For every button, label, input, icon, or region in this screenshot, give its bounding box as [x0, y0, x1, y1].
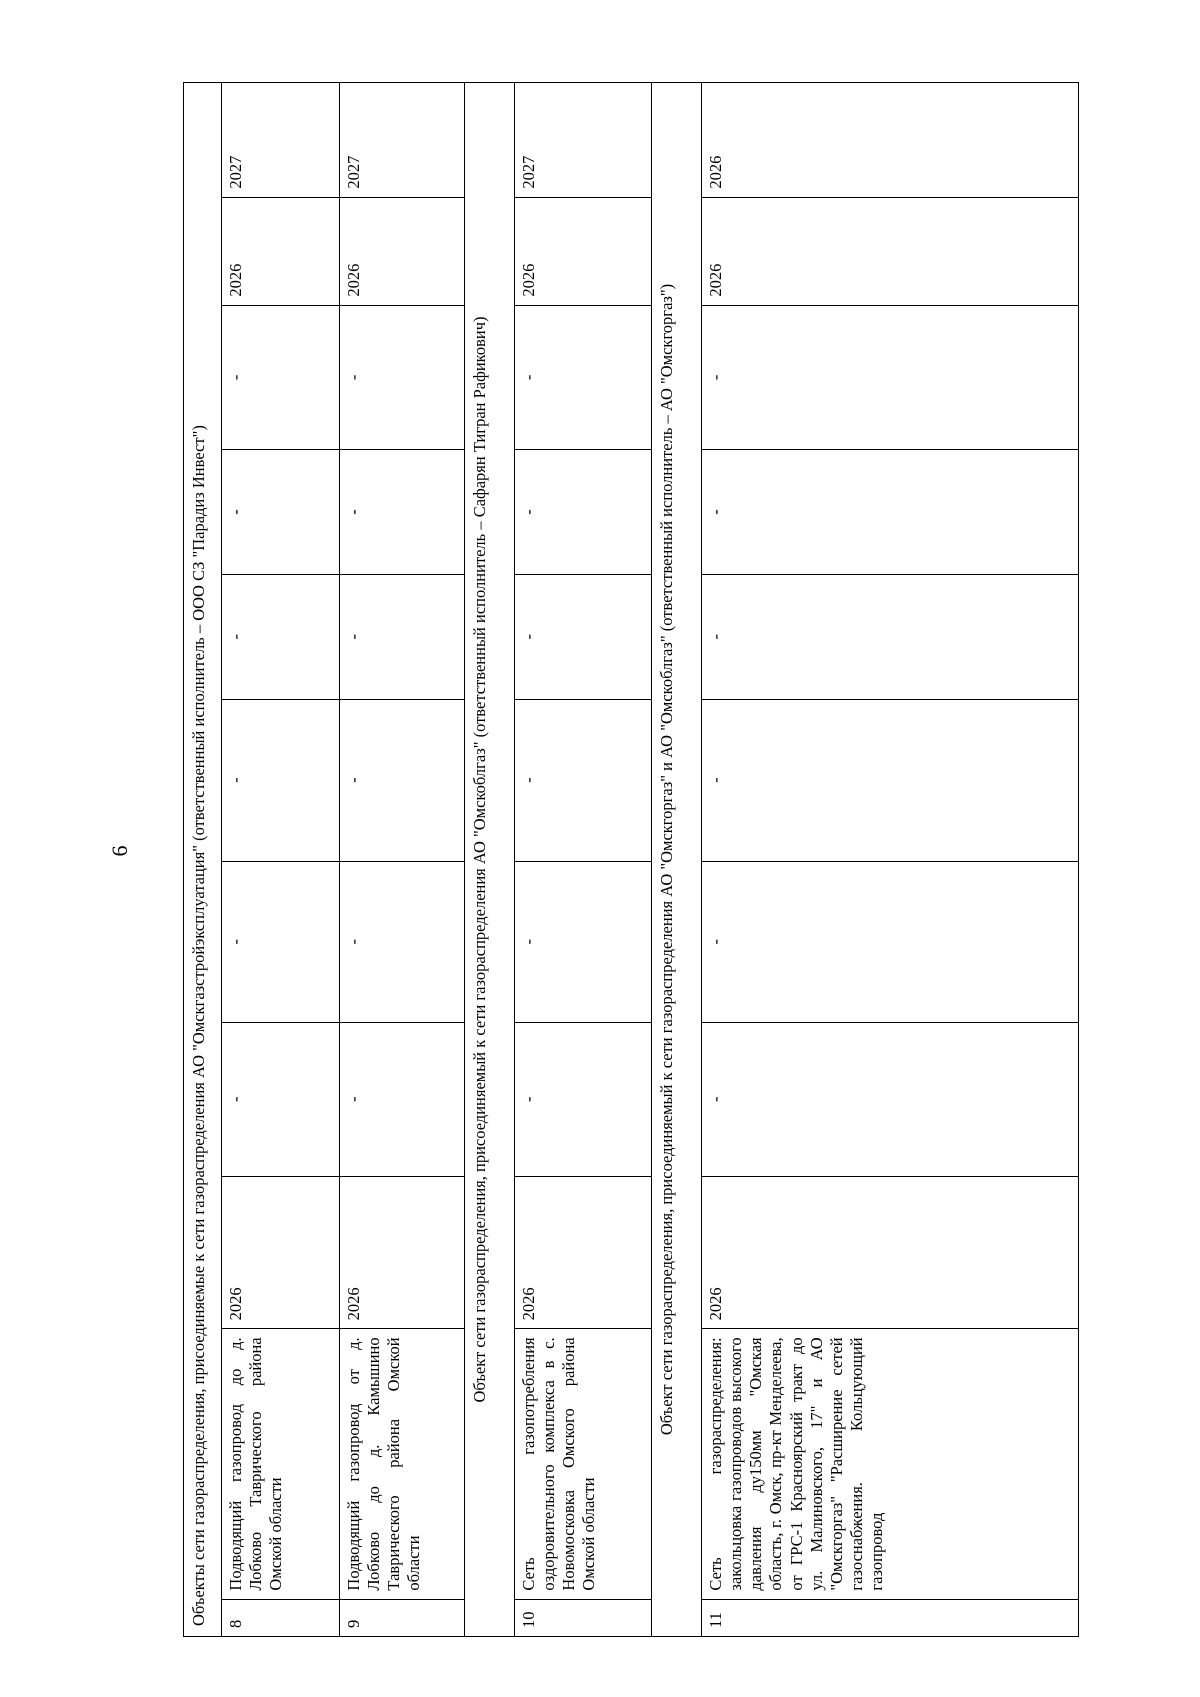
value-cell: - — [515, 574, 652, 699]
table-row — [222, 83, 340, 1637]
value-cell: - — [702, 450, 1079, 575]
rotated-table-container — [183, 82, 1078, 1637]
value-cell: - — [340, 861, 465, 1022]
value-cell: - — [515, 699, 652, 861]
section-header: Объект сети газораспределения, присоединяемый к сети газораспределения АО "Омскгоргаз" и АО "Омскоблгаз" (ответственный исполнитель – АО "Омскгоргаз") — [652, 83, 702, 1637]
year-cell: 2026 — [515, 197, 652, 305]
value-cell: - — [340, 450, 465, 575]
gas-network-table — [183, 82, 1079, 1637]
value-cell: - — [340, 305, 465, 449]
value-cell: - — [222, 1022, 340, 1176]
value-cell: - — [702, 574, 1079, 699]
value-cell: - — [340, 699, 465, 861]
section-header-row — [184, 83, 222, 1637]
value-cell: - — [702, 699, 1079, 861]
object-name: Подводящий газопровод от д. Лобково до д. Камышино Таврического района Омской области — [340, 1329, 465, 1599]
table-row — [340, 83, 465, 1637]
year-cell: 2027 — [222, 83, 340, 198]
table-row — [515, 83, 652, 1637]
value-cell: - — [515, 861, 652, 1022]
value-cell: - — [702, 1022, 1079, 1176]
section-header: Объект сети газораспределения, присоединяемый к сети газораспределения АО "Омскоблгаз" (ответственный исполнитель – Сафарян Тигран Рафикович) — [465, 83, 515, 1637]
year-cell: 2026 — [222, 197, 340, 305]
section-header-row — [652, 83, 702, 1637]
value-cell: - — [515, 1022, 652, 1176]
value-cell: - — [340, 574, 465, 699]
page-number: 6 — [107, 845, 132, 857]
section-header-row — [465, 83, 515, 1637]
year-cell: 2026 — [702, 83, 1079, 198]
value-cell: - — [222, 574, 340, 699]
value-cell: - — [222, 305, 340, 449]
value-cell: - — [222, 699, 340, 861]
year-cell: 2026 — [340, 1176, 465, 1329]
table-row — [702, 83, 1079, 1637]
year-cell: 2027 — [515, 83, 652, 198]
object-name: Сеть газораспределения: закольцовка газопроводов высокого давления ду150мм "Омская область, г. Омск, пр-кт Менделеева, от ГРС-1 Красноярский тракт до ул. Малиновского, 17" и АО "Омскгоргаз" "Расширение сетей газоснабжения. Кольцующий газопровод — [702, 1329, 1079, 1599]
year-cell: 2026 — [702, 1176, 1079, 1329]
value-cell: - — [702, 861, 1079, 1022]
year-cell: 2026 — [702, 197, 1079, 305]
value-cell: - — [515, 305, 652, 449]
object-name: Сеть газопотребления оздоровительного комплекса в с. Новомосковка Омского района Омской области — [515, 1329, 652, 1599]
value-cell: - — [222, 861, 340, 1022]
row-number: 11 — [702, 1599, 1079, 1636]
row-number: 9 — [340, 1599, 465, 1636]
value-cell: - — [340, 1022, 465, 1176]
year-cell: 2026 — [515, 1176, 652, 1329]
section-header: Объекты сети газораспределения, присоединяемые к сети газораспределения АО "Омскгазстройэксплуатация" (ответственный исполнитель – ООО СЗ "Парадиз Инвест") — [184, 83, 222, 1637]
row-number: 10 — [515, 1599, 652, 1636]
value-cell: - — [702, 305, 1079, 449]
year-cell: 2026 — [222, 1176, 340, 1329]
year-cell: 2026 — [340, 197, 465, 305]
row-number: 8 — [222, 1599, 340, 1636]
value-cell: - — [515, 450, 652, 575]
object-name: Подводящий газопровод до д. Лобково Таврического района Омской области — [222, 1329, 340, 1599]
year-cell: 2027 — [340, 83, 465, 198]
value-cell: - — [222, 450, 340, 575]
